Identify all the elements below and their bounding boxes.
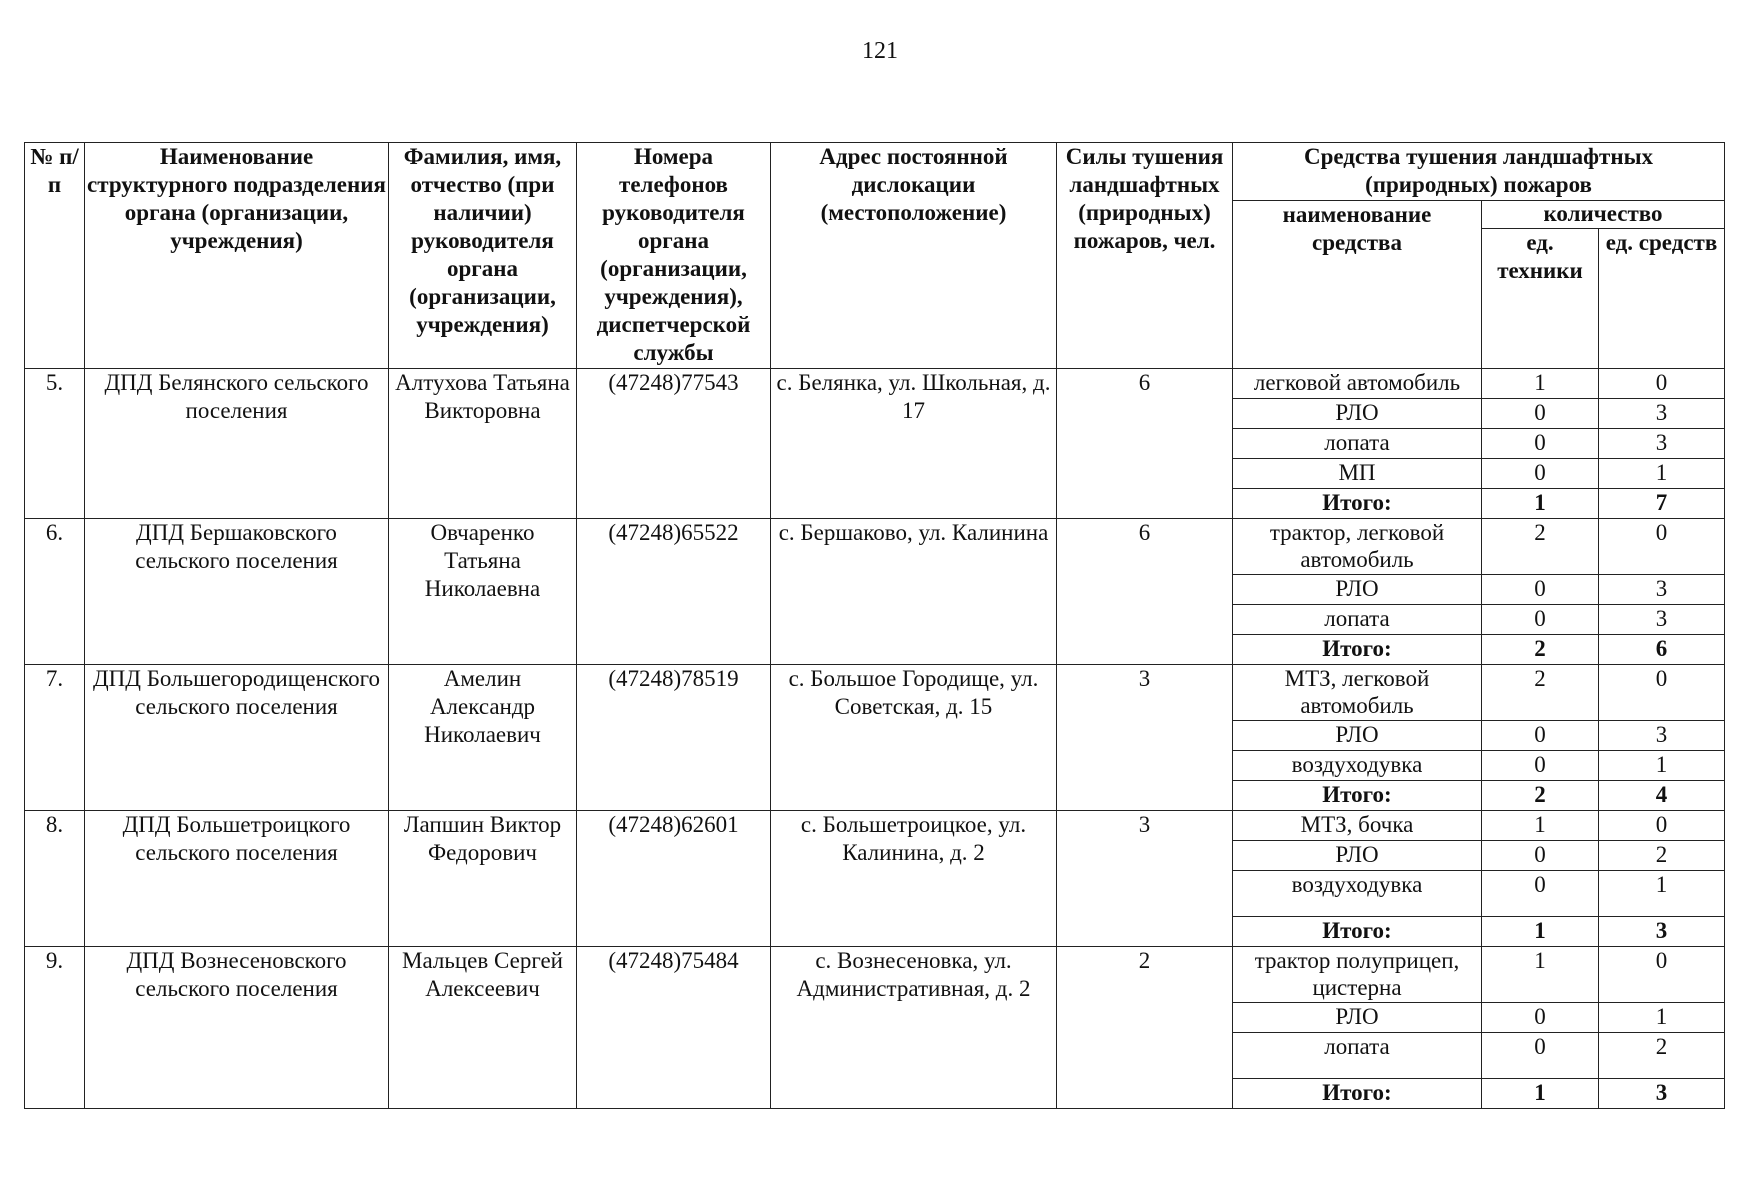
equipment-means-cell: 0 [1599, 811, 1725, 841]
total-means-cell: 3 [1599, 917, 1725, 947]
phone-cell: (47248)77543 [577, 369, 771, 519]
equipment-name-cell: легковой автомобиль [1233, 369, 1482, 399]
table-header [25, 143, 1725, 369]
equipment-means-cell: 3 [1599, 721, 1725, 751]
equipment-tech-cell: 0 [1482, 429, 1599, 459]
equipment-means-cell: 1 [1599, 871, 1725, 917]
forces-cell: 6 [1057, 519, 1233, 665]
equipment-means-cell: 1 [1599, 459, 1725, 489]
equipment-means-cell: 0 [1599, 947, 1725, 1003]
equipment-tech-cell: 2 [1482, 665, 1599, 721]
equipment-name-cell: трактор полуприцеп, цистерна [1233, 947, 1482, 1003]
equipment-name-cell: МП [1233, 459, 1482, 489]
total-tech-cell: 1 [1482, 917, 1599, 947]
header-quantity: количество [1482, 201, 1725, 229]
equipment-name-cell: РЛО [1233, 841, 1482, 871]
equipment-name-cell: РЛО [1233, 399, 1482, 429]
equipment-means-cell: 1 [1599, 751, 1725, 781]
table-row [25, 947, 1725, 1003]
phone-cell: (47248)62601 [577, 811, 771, 947]
row-num-cell: 5. [25, 369, 85, 519]
page-number: 121 [862, 38, 898, 64]
address-cell: с. Большое Городище, ул. Советская, д. 15 [771, 665, 1057, 811]
equipment-tech-cell: 0 [1482, 1033, 1599, 1079]
equipment-name-cell: лопата [1233, 605, 1482, 635]
equipment-tech-cell: 1 [1482, 947, 1599, 1003]
equipment-means-cell: 3 [1599, 399, 1725, 429]
equipment-means-cell: 3 [1599, 575, 1725, 605]
header-units-tech: ед. техники [1482, 229, 1599, 369]
table-row [25, 665, 1725, 721]
forces-cell: 6 [1057, 369, 1233, 519]
phone-cell: (47248)78519 [577, 665, 771, 811]
total-label-cell: Итого: [1233, 489, 1482, 519]
total-means-cell: 4 [1599, 781, 1725, 811]
equipment-tech-cell: 0 [1482, 399, 1599, 429]
unit-name-cell: ДПД Бершаковского сельского поселения [85, 519, 389, 665]
address-cell: с. Вознесеновка, ул. Административная, д. 2 [771, 947, 1057, 1109]
equipment-name-cell: лопата [1233, 429, 1482, 459]
equipment-tech-cell: 0 [1482, 575, 1599, 605]
equipment-name-cell: РЛО [1233, 575, 1482, 605]
equipment-name-cell: МТЗ, бочка [1233, 811, 1482, 841]
equipment-tech-cell: 0 [1482, 841, 1599, 871]
unit-name-cell: ДПД Большегородищенского сельского поселения [85, 665, 389, 811]
head-name-cell: Алтухова Татьяна Викторовна [389, 369, 577, 519]
total-tech-cell: 2 [1482, 781, 1599, 811]
total-label-cell: Итого: [1233, 635, 1482, 665]
equipment-name-cell: лопата [1233, 1033, 1482, 1079]
equipment-tech-cell: 0 [1482, 751, 1599, 781]
row-num-cell: 7. [25, 665, 85, 811]
head-name-cell: Овчаренко Татьяна Николаевна [389, 519, 577, 665]
total-means-cell: 6 [1599, 635, 1725, 665]
phone-cell: (47248)65522 [577, 519, 771, 665]
header-num: № п/п [25, 143, 85, 369]
row-num-cell: 6. [25, 519, 85, 665]
table-body [25, 369, 1725, 1109]
equipment-name-cell: МТЗ, легковой автомобиль [1233, 665, 1482, 721]
total-means-cell: 7 [1599, 489, 1725, 519]
equipment-means-cell: 2 [1599, 841, 1725, 871]
header-means-group: Средства тушения ландшафтных (природных) пожаров [1233, 143, 1725, 201]
equipment-tech-cell: 0 [1482, 1003, 1599, 1033]
equipment-tech-cell: 1 [1482, 811, 1599, 841]
total-tech-cell: 1 [1482, 1079, 1599, 1109]
total-tech-cell: 2 [1482, 635, 1599, 665]
equipment-means-cell: 0 [1599, 369, 1725, 399]
equipment-tech-cell: 0 [1482, 459, 1599, 489]
equipment-means-cell: 0 [1599, 519, 1725, 575]
unit-name-cell: ДПД Большетроицкого сельского поселения [85, 811, 389, 947]
address-cell: с. Бершаково, ул. Калинина [771, 519, 1057, 665]
equipment-means-cell: 3 [1599, 429, 1725, 459]
table-row [25, 519, 1725, 575]
equipment-tech-cell: 1 [1482, 369, 1599, 399]
equipment-tech-cell: 0 [1482, 871, 1599, 917]
equipment-name-cell: воздуходувка [1233, 751, 1482, 781]
header-unit-name: Наименование структурного подразделения органа (организации, учреждения) [85, 143, 389, 369]
header-address: Адрес постоянной дислокации (местоположение) [771, 143, 1057, 369]
forces-cell: 3 [1057, 665, 1233, 811]
header-phones: Номера телефонов руководителя органа (организации, учреждения), диспетчерской службы [577, 143, 771, 369]
equipment-name-cell: воздуходувка [1233, 871, 1482, 917]
row-num-cell: 8. [25, 811, 85, 947]
head-name-cell: Мальцев Сергей Алексеевич [389, 947, 577, 1109]
head-name-cell: Лапшин Виктор Федорович [389, 811, 577, 947]
head-name-cell: Амелин Александр Николаевич [389, 665, 577, 811]
equipment-means-cell: 1 [1599, 1003, 1725, 1033]
equipment-tech-cell: 0 [1482, 605, 1599, 635]
header-means-name: наименование средства [1233, 201, 1482, 369]
total-label-cell: Итого: [1233, 917, 1482, 947]
table-row [25, 811, 1725, 841]
equipment-tech-cell: 2 [1482, 519, 1599, 575]
equipment-name-cell: РЛО [1233, 721, 1482, 751]
unit-name-cell: ДПД Вознесеновского сельского поселения [85, 947, 389, 1109]
equipment-means-cell: 3 [1599, 605, 1725, 635]
row-num-cell: 9. [25, 947, 85, 1109]
table-row [25, 369, 1725, 399]
header-forces: Силы тушения ландшафтных (природных) пожаров, чел. [1057, 143, 1233, 369]
header-units-means: ед. средств [1599, 229, 1725, 369]
unit-name-cell: ДПД Белянского сельского поселения [85, 369, 389, 519]
total-label-cell: Итого: [1233, 1079, 1482, 1109]
forces-cell: 2 [1057, 947, 1233, 1109]
equipment-means-cell: 0 [1599, 665, 1725, 721]
forces-cell: 3 [1057, 811, 1233, 947]
total-means-cell: 3 [1599, 1079, 1725, 1109]
address-cell: с. Большетроицкое, ул. Калинина, д. 2 [771, 811, 1057, 947]
header-head-name: Фамилия, имя, отчество (при наличии) руководителя органа (организации, учреждения) [389, 143, 577, 369]
equipment-name-cell: трактор, легковой автомобиль [1233, 519, 1482, 575]
equipment-tech-cell: 0 [1482, 721, 1599, 751]
equipment-name-cell: РЛО [1233, 1003, 1482, 1033]
total-label-cell: Итого: [1233, 781, 1482, 811]
equipment-means-cell: 2 [1599, 1033, 1725, 1079]
phone-cell: (47248)75484 [577, 947, 771, 1109]
total-tech-cell: 1 [1482, 489, 1599, 519]
address-cell: с. Белянка, ул. Школьная, д. 17 [771, 369, 1057, 519]
fire-means-table [24, 142, 1725, 1109]
